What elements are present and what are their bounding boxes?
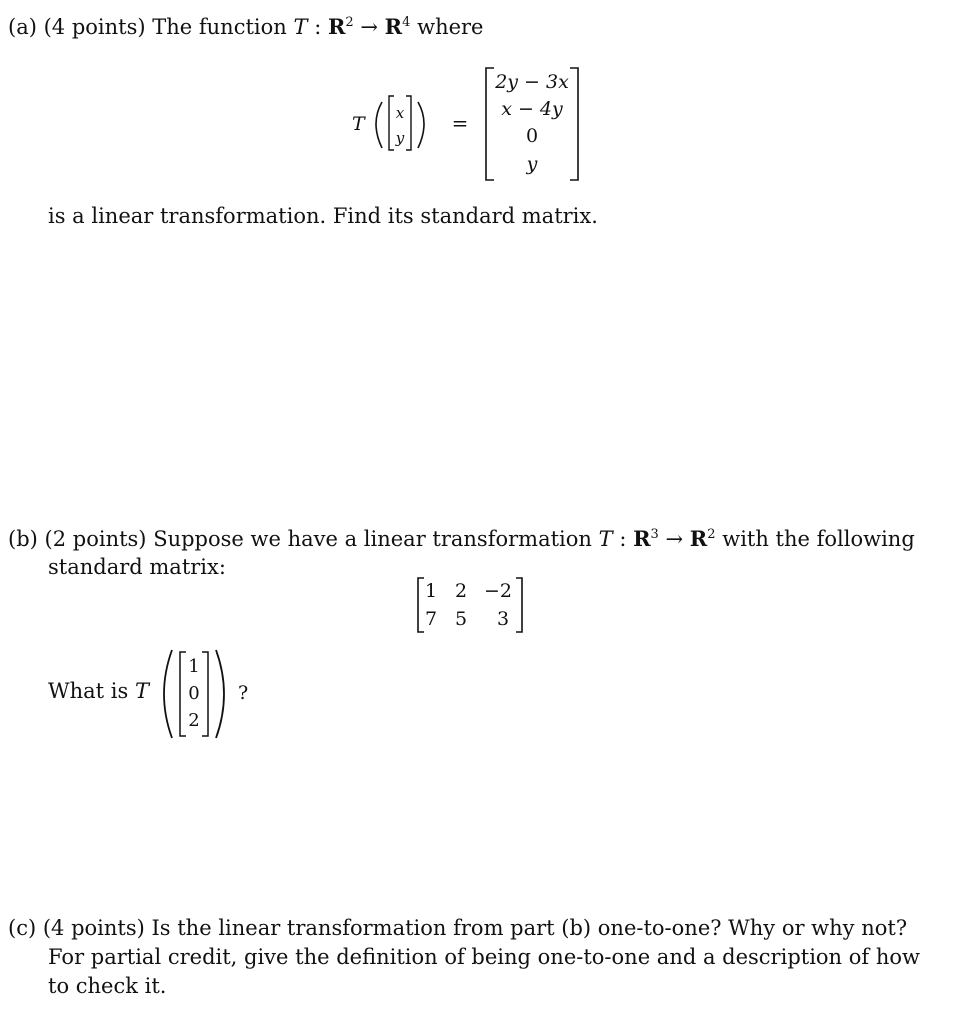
part-b-question-lead — [48, 677, 149, 706]
part-b-matrix-cell-2-2: 5 — [454, 608, 468, 630]
part-c-line-3: to check it. — [48, 974, 167, 998]
part-b-codomain-exp: 2 — [707, 527, 716, 542]
part-b-question-left-paren — [164, 650, 172, 738]
part-b-matrix-left-bracket — [418, 578, 424, 632]
part-a-tail: where — [417, 15, 484, 39]
part-b-question-row-3: 2 — [188, 710, 200, 731]
part-a-colon: : — [314, 15, 322, 39]
part-c-label: (c) — [8, 916, 37, 940]
part-a-codomain: R — [384, 14, 403, 39]
part-a-codomain-exp: 4 — [402, 15, 411, 30]
part-b-arrow: → — [665, 527, 684, 551]
part-b-lead: Suppose we have a linear transformation — [153, 527, 592, 551]
part-b-codomain: R — [689, 526, 708, 551]
part-b-matrix-right-bracket — [516, 578, 522, 632]
part-c-line-1 — [8, 914, 907, 943]
part-a-arrow: → — [360, 15, 378, 39]
part-b-label: (b) — [8, 527, 38, 551]
part-b-question-text: What is — [48, 679, 129, 703]
part-b-question-row-1: 1 — [188, 656, 200, 677]
part-a-domain: R — [327, 14, 346, 39]
part-a-equation — [340, 60, 600, 190]
part-b-points: (2 points) — [44, 527, 147, 551]
part-a-lead: The function — [152, 15, 287, 39]
part-b-question-row-2: 0 — [188, 683, 200, 704]
part-b-matrix-cell-1-3: −2 — [483, 580, 513, 602]
part-c-line-2: For partial credit, give the definition of being one-to-one and a description of how — [48, 945, 920, 969]
part-a-points: (4 points) — [43, 15, 146, 39]
part-b-matrix-cell-1-1: 1 — [424, 580, 438, 602]
part-b-matrix-cell-1-2: 2 — [454, 580, 468, 602]
part-b-question-right-paren — [216, 650, 224, 738]
part-b-line-2: standard matrix: — [48, 555, 226, 579]
part-a-output-row-2: x − 4y — [501, 98, 563, 120]
part-a-output-left-bracket — [486, 68, 494, 180]
part-c-points: (4 points) — [42, 916, 145, 940]
part-a-after-text: is a linear transformation. Find its standard matrix. — [48, 204, 598, 228]
part-a-output-right-bracket — [570, 68, 578, 180]
part-a-right-paren — [418, 102, 424, 148]
part-b-question-func: T — [134, 679, 149, 703]
part-b-colon: : — [619, 527, 627, 551]
part-a-left-paren — [376, 102, 382, 148]
part-b-matrix — [410, 574, 530, 636]
part-a-statement — [8, 12, 484, 42]
part-a-func: T — [293, 15, 308, 39]
part-b-matrix-cell-2-3: 3 — [496, 608, 510, 630]
part-b-domain-exp: 3 — [650, 527, 659, 542]
part-a-input-x: x — [395, 104, 405, 122]
part-b-question-mark: ? — [238, 682, 249, 704]
part-c-line-1-text: Is the linear transformation from part (b) one-to-one? Why or why not? — [151, 916, 908, 940]
part-a-output-row-3: 0 — [525, 125, 539, 147]
part-a-output-row-4: y — [526, 153, 538, 175]
part-a-domain-exp: 2 — [345, 15, 354, 30]
part-a-input-left-bracket — [389, 96, 394, 150]
part-b-question-vector — [158, 646, 268, 742]
part-b-matrix-cell-2-1: 7 — [424, 608, 438, 630]
part-b-statement — [8, 524, 915, 554]
part-a-label: (a) — [8, 15, 37, 39]
part-a-equals: = — [451, 111, 469, 135]
part-b-question-left-bracket — [180, 652, 186, 736]
part-b-func: T — [598, 527, 613, 551]
part-a-eq-func: T — [352, 113, 365, 135]
part-b-domain: R — [633, 526, 651, 551]
part-a-input-right-bracket — [406, 96, 411, 150]
part-a-input-y: y — [395, 129, 405, 147]
part-b-question-right-bracket — [202, 652, 208, 736]
part-b-tail: with the following — [722, 527, 915, 551]
part-a-output-row-1: 2y − 3x — [495, 71, 569, 93]
